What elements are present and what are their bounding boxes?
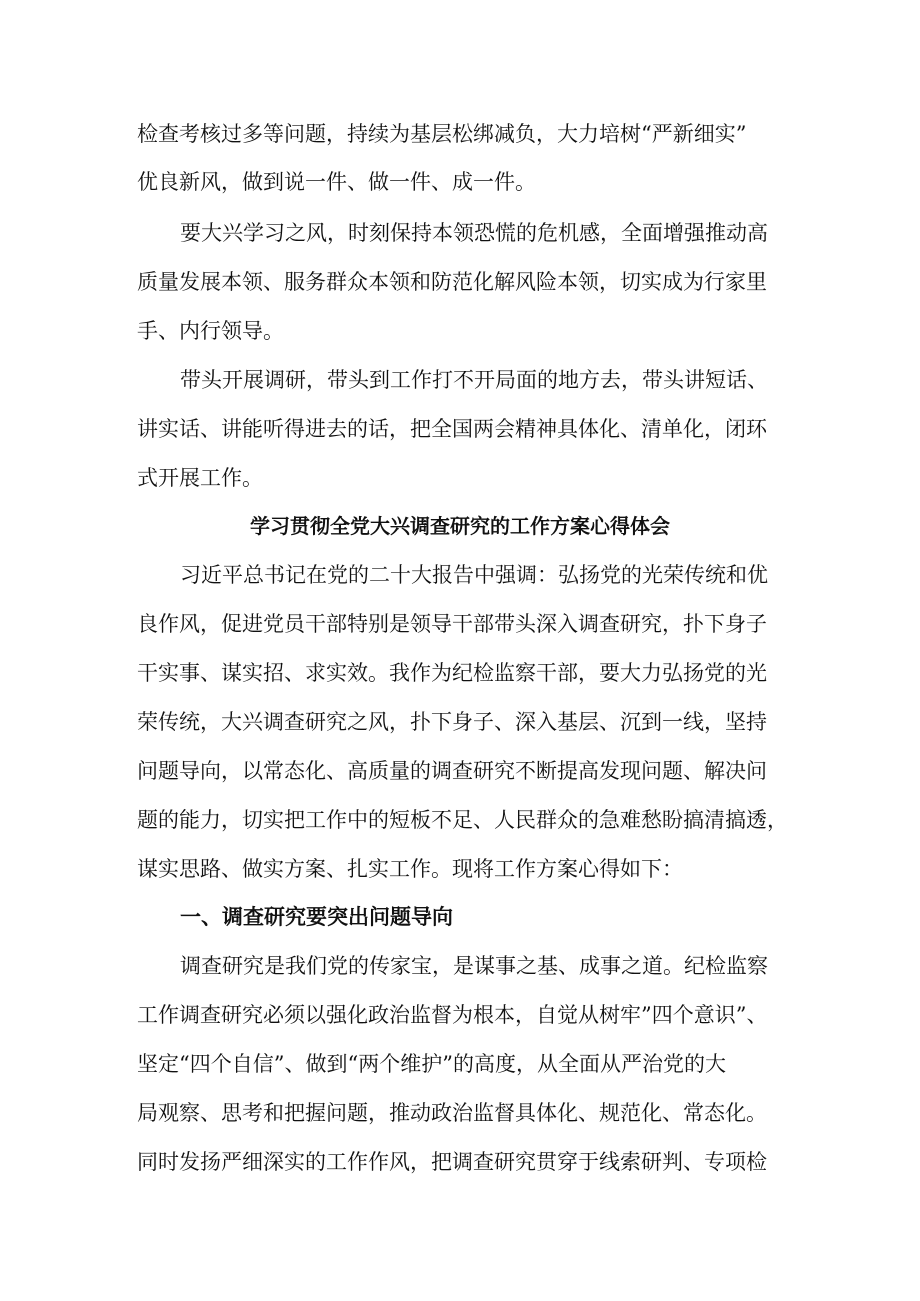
text-line-7: 讲实话、讲能听得进去的话，把全国两会精神具体化、清单化，闭环 [137, 417, 767, 441]
text-line-3: 要大兴学习之风，时刻保持本领恐慌的危机感，全面增强推动高 [180, 221, 768, 245]
text-line-8: 式开展工作。 [137, 466, 263, 490]
text-line-12: 荣传统，大兴调查研究之风，扑下身子、深入基层、沉到一线，坚持 [137, 710, 767, 734]
text-line-10: 良作风，促进党员干部特别是领导干部带头深入调查研究，扑下身子 [137, 612, 767, 636]
text-line-17: 工作调查研究必须以强化政治监督为根本，自觉从树牢”四个意识”、 [137, 1003, 768, 1027]
text-line-1: 检查考核过多等问题，持续为基层松绑减负，大力培树“严新细实” [137, 122, 747, 146]
section-title: 学习贯彻全党大兴调查研究的工作方案心得体会 [250, 514, 670, 538]
text-line-5: 手、内行领导。 [137, 319, 284, 343]
text-line-16: 调查研究是我们党的传家宝，是谋事之基、成事之道。纪检监察 [180, 954, 768, 978]
text-line-11: 干实事、谋实招、求实效。我作为纪检监察干部，要大力弘扬党的光 [137, 661, 767, 685]
text-line-18: 坚定“四个自信”、做到“两个维护”的高度，从全面从严治党的大 [137, 1052, 726, 1076]
text-line-19: 局观察、思考和把握问题，推动政治监督具体化、规范化、常态化。 [137, 1101, 767, 1125]
subheading: 一、调查研究要突出问题导向 [180, 905, 453, 929]
text-line-20: 同时发扬严细深实的工作作风，把调查研究贯穿于线索研判、专项检 [137, 1150, 767, 1174]
text-line-13: 问题导向，以常态化、高质量的调查研究不断提高发现问题、解决问 [137, 759, 767, 783]
text-line-15: 谋实思路、做实方案、扎实工作。现将工作方案心得如下： [137, 857, 683, 881]
text-line-14: 题的能力，切实把工作中的短板不足、人民群众的急难愁盼搞清搞透， [137, 808, 788, 832]
text-line-2: 优良新风，做到说一件、做一件、成一件。 [137, 170, 536, 194]
text-line-4: 质量发展本领、服务群众本领和防范化解风险本领，切实成为行家里 [137, 270, 767, 294]
text-line-6: 带头开展调研，带头到工作打不开局面的地方去，带头讲短话、 [180, 368, 768, 392]
text-line-9: 习近平总书记在党的二十大报告中强调：弘扬党的光荣传统和优 [180, 563, 768, 587]
